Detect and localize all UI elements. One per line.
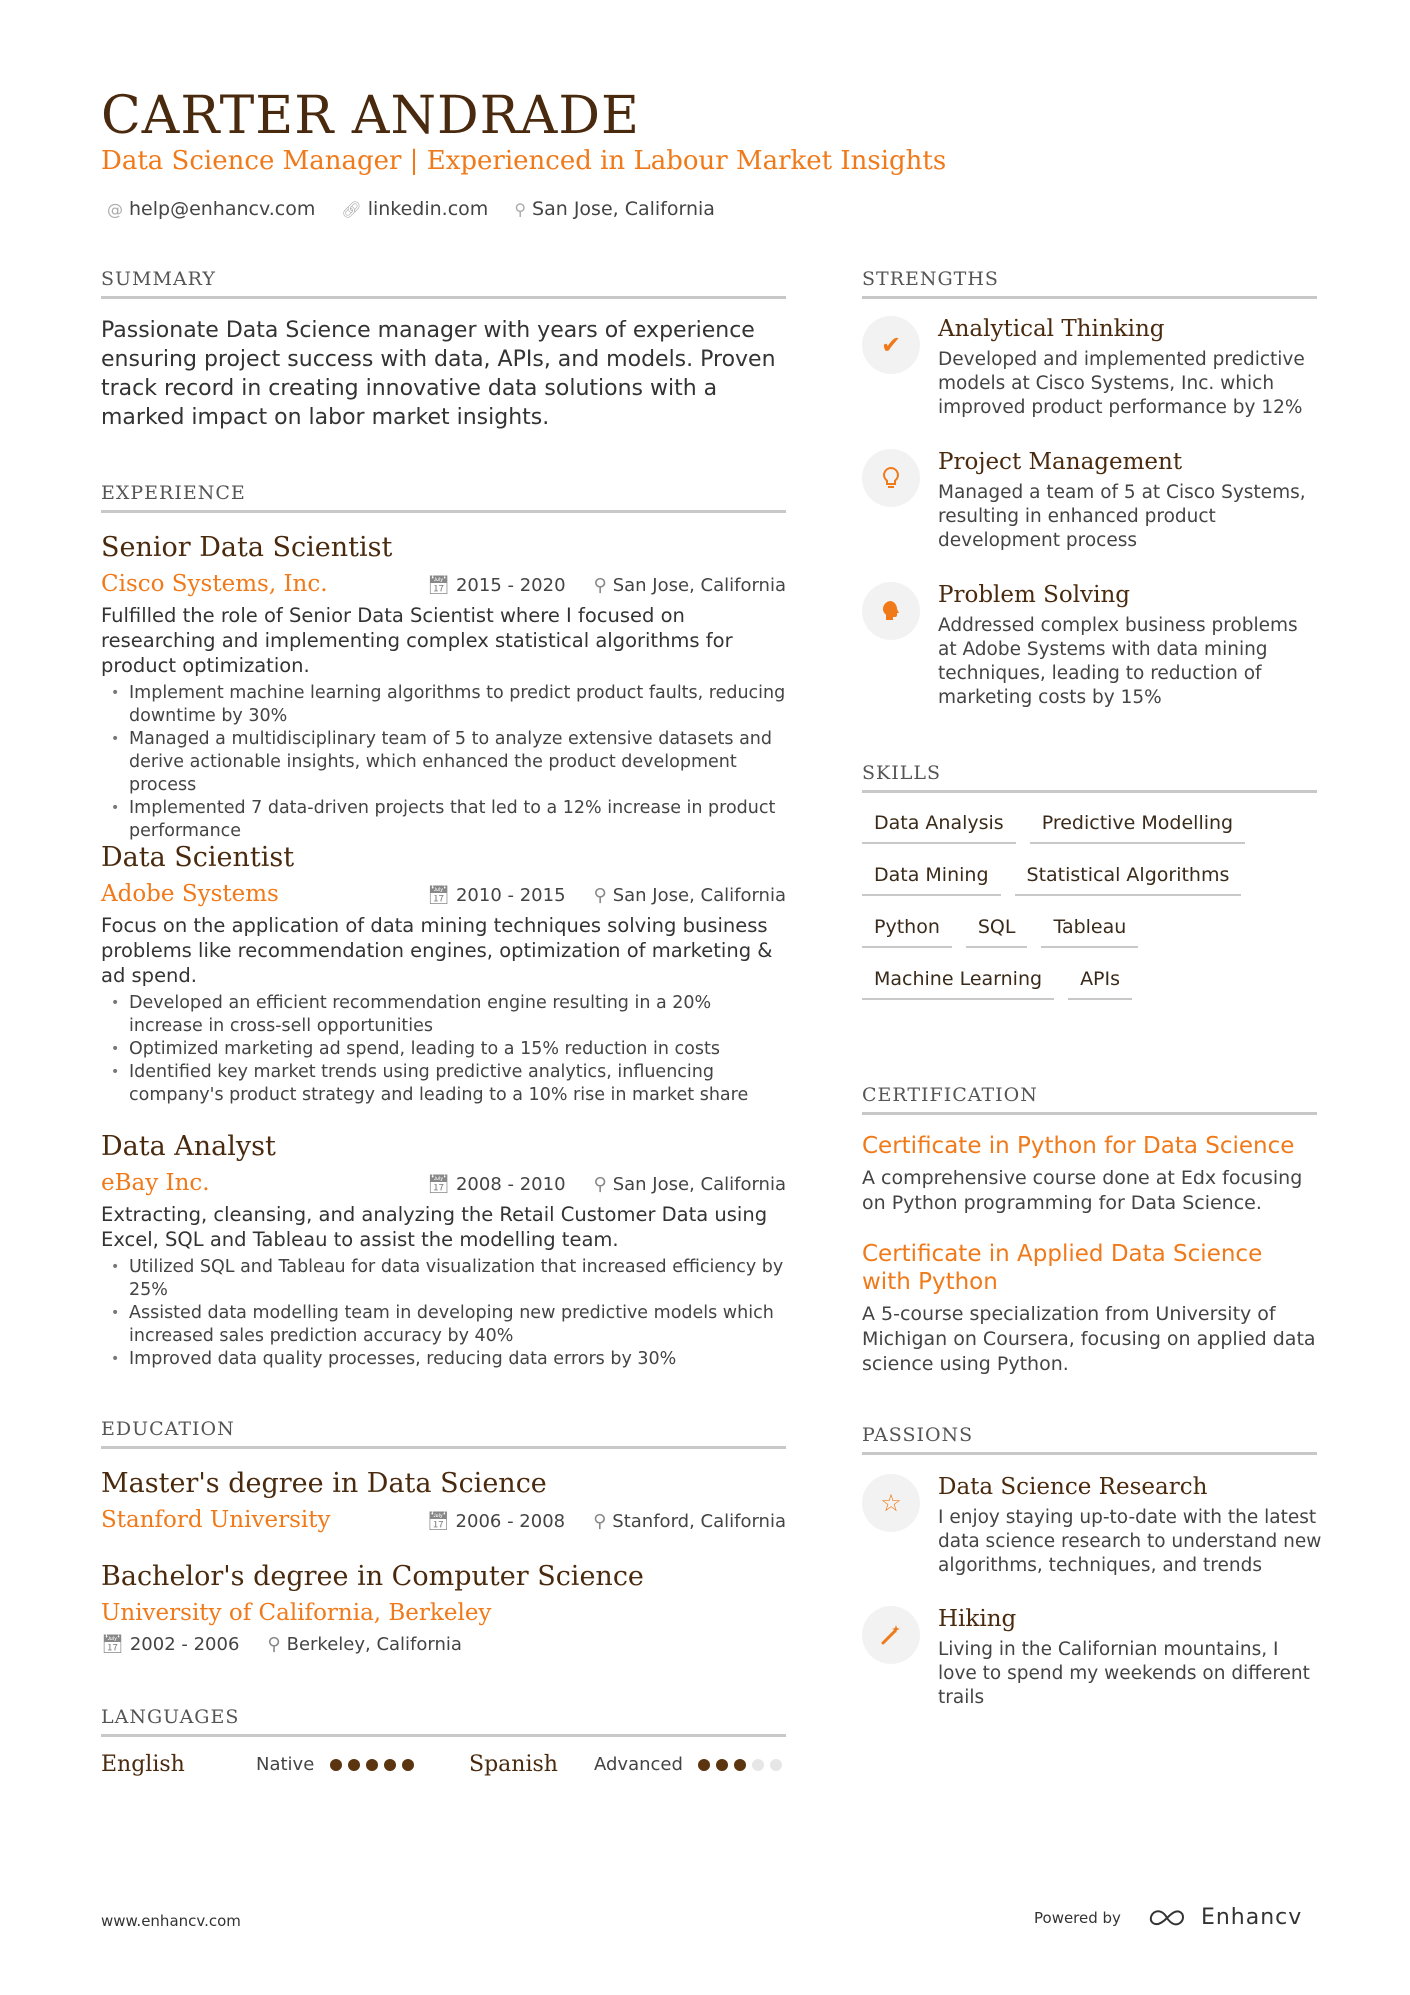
job-bullet: • Identified key market trends using predictive analytics, influencing company's product strategy and leading to a 10% rise in market share bbox=[101, 1061, 786, 1107]
experience-item bbox=[101, 842, 786, 1107]
section-title-education: EDUCATION bbox=[101, 1418, 786, 1449]
strength-description: Managed a team of 5 at Cisco Systems, resulting in enhanced product development process bbox=[938, 482, 1306, 551]
checkmark-icon: ✔ bbox=[862, 316, 920, 374]
passion-item bbox=[862, 1474, 1322, 1578]
location-icon: ⚲ bbox=[593, 1511, 607, 1532]
skill-tag: Python bbox=[862, 916, 952, 948]
certification-item bbox=[862, 1240, 1317, 1377]
company-name: Cisco Systems, Inc. bbox=[101, 571, 328, 597]
experience-item bbox=[101, 1131, 786, 1371]
school-name: University of California, Berkeley bbox=[101, 1600, 492, 1626]
star-icon: ☆ bbox=[862, 1474, 920, 1532]
strength-item bbox=[862, 582, 1322, 710]
rating-dot bbox=[716, 1759, 728, 1771]
job-bullet: • Implement machine learning algorithms to predict product faults, reducing downtime by 30% bbox=[101, 682, 786, 728]
edu-dates: 📅︎ 2002 - 2006 bbox=[101, 1634, 240, 1655]
enhancv-logo-text: Enhancv bbox=[1200, 1905, 1303, 1930]
section-title-passions: PASSIONS bbox=[862, 1424, 1317, 1455]
job-dates: 📅︎ 2015 - 2020 bbox=[427, 575, 566, 596]
contact-linkedin[interactable] bbox=[341, 198, 488, 220]
job-description: Focus on the application of data mining techniques solving business problems like recommendation engines, optimization of marketing & ad spend. bbox=[101, 914, 773, 987]
rating-dot bbox=[770, 1759, 782, 1771]
job-location: ⚲ San Jose, California bbox=[593, 885, 786, 906]
strength-item bbox=[862, 449, 1322, 553]
location-icon: ⚲ bbox=[593, 575, 607, 596]
contact-location-text: San Jose, California bbox=[532, 198, 715, 220]
education-item bbox=[101, 1561, 786, 1655]
job-location: ⚲ San Jose, California bbox=[593, 575, 786, 596]
school-name: Stanford University bbox=[101, 1507, 331, 1533]
degree-title: Master's degree in Data Science bbox=[101, 1468, 547, 1499]
passion-description: I enjoy staying up-to-date with the latest data science research to understand new algorithms, techniques, and trends bbox=[938, 1507, 1322, 1576]
language-name: English bbox=[101, 1752, 185, 1777]
skill-tag: Statistical Algorithms bbox=[1015, 864, 1242, 896]
job-bullet: • Managed a multidisciplinary team of 5 to analyze extensive datasets and derive actionable insights, which enhanced the product development process bbox=[101, 728, 786, 797]
strength-title: Project Management bbox=[938, 449, 1183, 475]
edu-dates: 📅︎ 2006 - 2008 bbox=[426, 1511, 566, 1532]
skill-tag: Data Analysis bbox=[862, 812, 1016, 844]
language-level: Native bbox=[256, 1754, 315, 1775]
section-title-strengths: STRENGTHS bbox=[862, 268, 1317, 299]
rating-dot bbox=[348, 1759, 360, 1771]
section-title-experience: EXPERIENCE bbox=[101, 482, 786, 513]
skill-tag: APIs bbox=[1068, 968, 1132, 1000]
skill-tag: SQL bbox=[966, 916, 1028, 948]
enhancv-logo[interactable] bbox=[1147, 1905, 1302, 1930]
calendar-icon: 📅︎ bbox=[427, 885, 450, 906]
skill-tag: Tableau bbox=[1041, 916, 1138, 948]
candidate-name: CARTER ANDRADE bbox=[101, 86, 641, 146]
skill-tag: Data Mining bbox=[862, 864, 1001, 896]
location-icon: ⚲ bbox=[593, 885, 607, 906]
skill-tag: Predictive Modelling bbox=[1030, 812, 1245, 844]
summary-text: Passionate Data Science manager with years of experience ensuring project success with data, APIs, and models. Proven track record in creating innovative data solutions with a marked impact on labor market insights. bbox=[101, 318, 776, 430]
edu-location: ⚲ Stanford, California bbox=[593, 1511, 786, 1532]
location-icon: ⚲ bbox=[514, 199, 527, 219]
job-dates: 📅︎ 2010 - 2015 bbox=[427, 885, 566, 906]
at-icon: @ bbox=[107, 199, 123, 219]
calendar-icon: 📅︎ bbox=[101, 1634, 124, 1655]
job-dates: 📅︎ 2008 - 2010 bbox=[427, 1174, 566, 1195]
passion-title: Data Science Research bbox=[938, 1474, 1208, 1500]
languages-row bbox=[101, 1752, 786, 1777]
job-bullet: • Optimized marketing ad spend, leading to a 15% reduction in costs bbox=[101, 1038, 786, 1061]
job-location: ⚲ San Jose, California bbox=[593, 1174, 786, 1195]
calendar-icon: 📅︎ bbox=[427, 1174, 450, 1195]
certification-description: A 5-course specialization from University of Michigan on Coursera, focusing on applied data science using Python. bbox=[862, 1303, 1316, 1375]
rating-dot bbox=[384, 1759, 396, 1771]
contact-email[interactable] bbox=[107, 198, 315, 220]
job-bullets bbox=[101, 992, 786, 1107]
language-rating bbox=[330, 1759, 469, 1771]
strength-title: Analytical Thinking bbox=[938, 316, 1165, 342]
skills-list bbox=[862, 812, 1322, 1020]
language-level: Advanced bbox=[594, 1754, 683, 1775]
strength-description: Addressed complex business problems at Adobe Systems with data mining techniques, leading to reduction of marketing costs by 15% bbox=[938, 615, 1298, 708]
language-name: Spanish bbox=[469, 1752, 558, 1777]
certification-title: Certificate in Applied Data Science with Python bbox=[862, 1241, 1263, 1295]
lightbulb-icon bbox=[862, 449, 920, 507]
job-bullet: • Improved data quality processes, reducing data errors by 30% bbox=[101, 1348, 786, 1371]
candidate-headline: Data Science Manager | Experienced in Labour Market Insights bbox=[101, 146, 947, 176]
powered-by-label: Powered by bbox=[1034, 1908, 1121, 1927]
enhancv-logo-icon bbox=[1147, 1907, 1193, 1929]
rating-dot bbox=[366, 1759, 378, 1771]
rating-dot bbox=[402, 1759, 414, 1771]
job-bullets bbox=[101, 1256, 786, 1371]
strength-description: Developed and implemented predictive models at Cisco Systems, Inc. which improved product performance by 12% bbox=[938, 349, 1305, 418]
section-title-summary: SUMMARY bbox=[101, 268, 786, 299]
link-icon: 🔗︎ bbox=[341, 199, 362, 219]
contact-linkedin-text: linkedin.com bbox=[367, 198, 489, 220]
job-bullet: • Implemented 7 data-driven projects that led to a 12% increase in product performance bbox=[101, 797, 786, 843]
passion-title: Hiking bbox=[938, 1606, 1017, 1632]
contact-list bbox=[107, 198, 715, 220]
certification-description: A comprehensive course done at Edx focusing on Python programming for Data Science. bbox=[862, 1167, 1303, 1214]
rating-dot bbox=[752, 1759, 764, 1771]
experience-item bbox=[101, 532, 786, 843]
education-item bbox=[101, 1468, 786, 1533]
skill-tag: Machine Learning bbox=[862, 968, 1054, 1000]
strength-item bbox=[862, 316, 1322, 420]
certification-title: Certificate in Python for Data Science bbox=[862, 1133, 1295, 1159]
strength-title: Problem Solving bbox=[938, 582, 1130, 608]
job-bullets bbox=[101, 682, 786, 843]
section-title-certification: CERTIFICATION bbox=[862, 1084, 1317, 1115]
section-title-languages: LANGUAGES bbox=[101, 1706, 786, 1737]
location-icon: ⚲ bbox=[267, 1634, 281, 1655]
footer-branding bbox=[1034, 1905, 1302, 1930]
rating-dot bbox=[734, 1759, 746, 1771]
job-bullet: • Utilized SQL and Tableau for data visualization that increased efficiency by 25% bbox=[101, 1256, 786, 1302]
job-description: Fulfilled the role of Senior Data Scientist where I focused on researching and implementing complex statistical algorithms for product optimization. bbox=[101, 604, 733, 677]
footer-website[interactable]: www.enhancv.com bbox=[101, 1912, 241, 1930]
company-name: eBay Inc. bbox=[101, 1170, 210, 1196]
certification-item bbox=[862, 1132, 1317, 1216]
rating-dot bbox=[330, 1759, 342, 1771]
passion-item bbox=[862, 1606, 1322, 1710]
job-title: Senior Data Scientist bbox=[101, 532, 393, 563]
edu-location: ⚲ Berkeley, California bbox=[267, 1634, 462, 1655]
job-title: Data Scientist bbox=[101, 842, 295, 873]
location-icon: ⚲ bbox=[593, 1174, 607, 1195]
passion-description: Living in the Californian mountains, I love to spend my weekends on different trails bbox=[938, 1639, 1310, 1708]
degree-title: Bachelor's degree in Computer Science bbox=[101, 1561, 644, 1592]
calendar-icon: 📅︎ bbox=[426, 1511, 450, 1532]
calendar-icon: 📅︎ bbox=[427, 575, 450, 596]
magic-wand-icon bbox=[862, 1606, 920, 1664]
contact-location bbox=[514, 198, 715, 220]
rating-dot bbox=[698, 1759, 710, 1771]
language-rating bbox=[698, 1759, 782, 1771]
brain-icon bbox=[862, 582, 920, 640]
section-title-skills: SKILLS bbox=[862, 762, 1317, 793]
company-name: Adobe Systems bbox=[101, 881, 279, 907]
job-bullet: • Assisted data modelling team in developing new predictive models which increased sales prediction accuracy by 40% bbox=[101, 1302, 786, 1348]
job-title: Data Analyst bbox=[101, 1131, 276, 1162]
job-description: Extracting, cleansing, and analyzing the Retail Customer Data using Excel, SQL and Tableau to assist the modelling team. bbox=[101, 1203, 768, 1251]
contact-email-text: help@enhancv.com bbox=[129, 198, 316, 220]
job-bullet: • Developed an efficient recommendation engine resulting in a 20% increase in cross-sell opportunities bbox=[101, 992, 786, 1038]
